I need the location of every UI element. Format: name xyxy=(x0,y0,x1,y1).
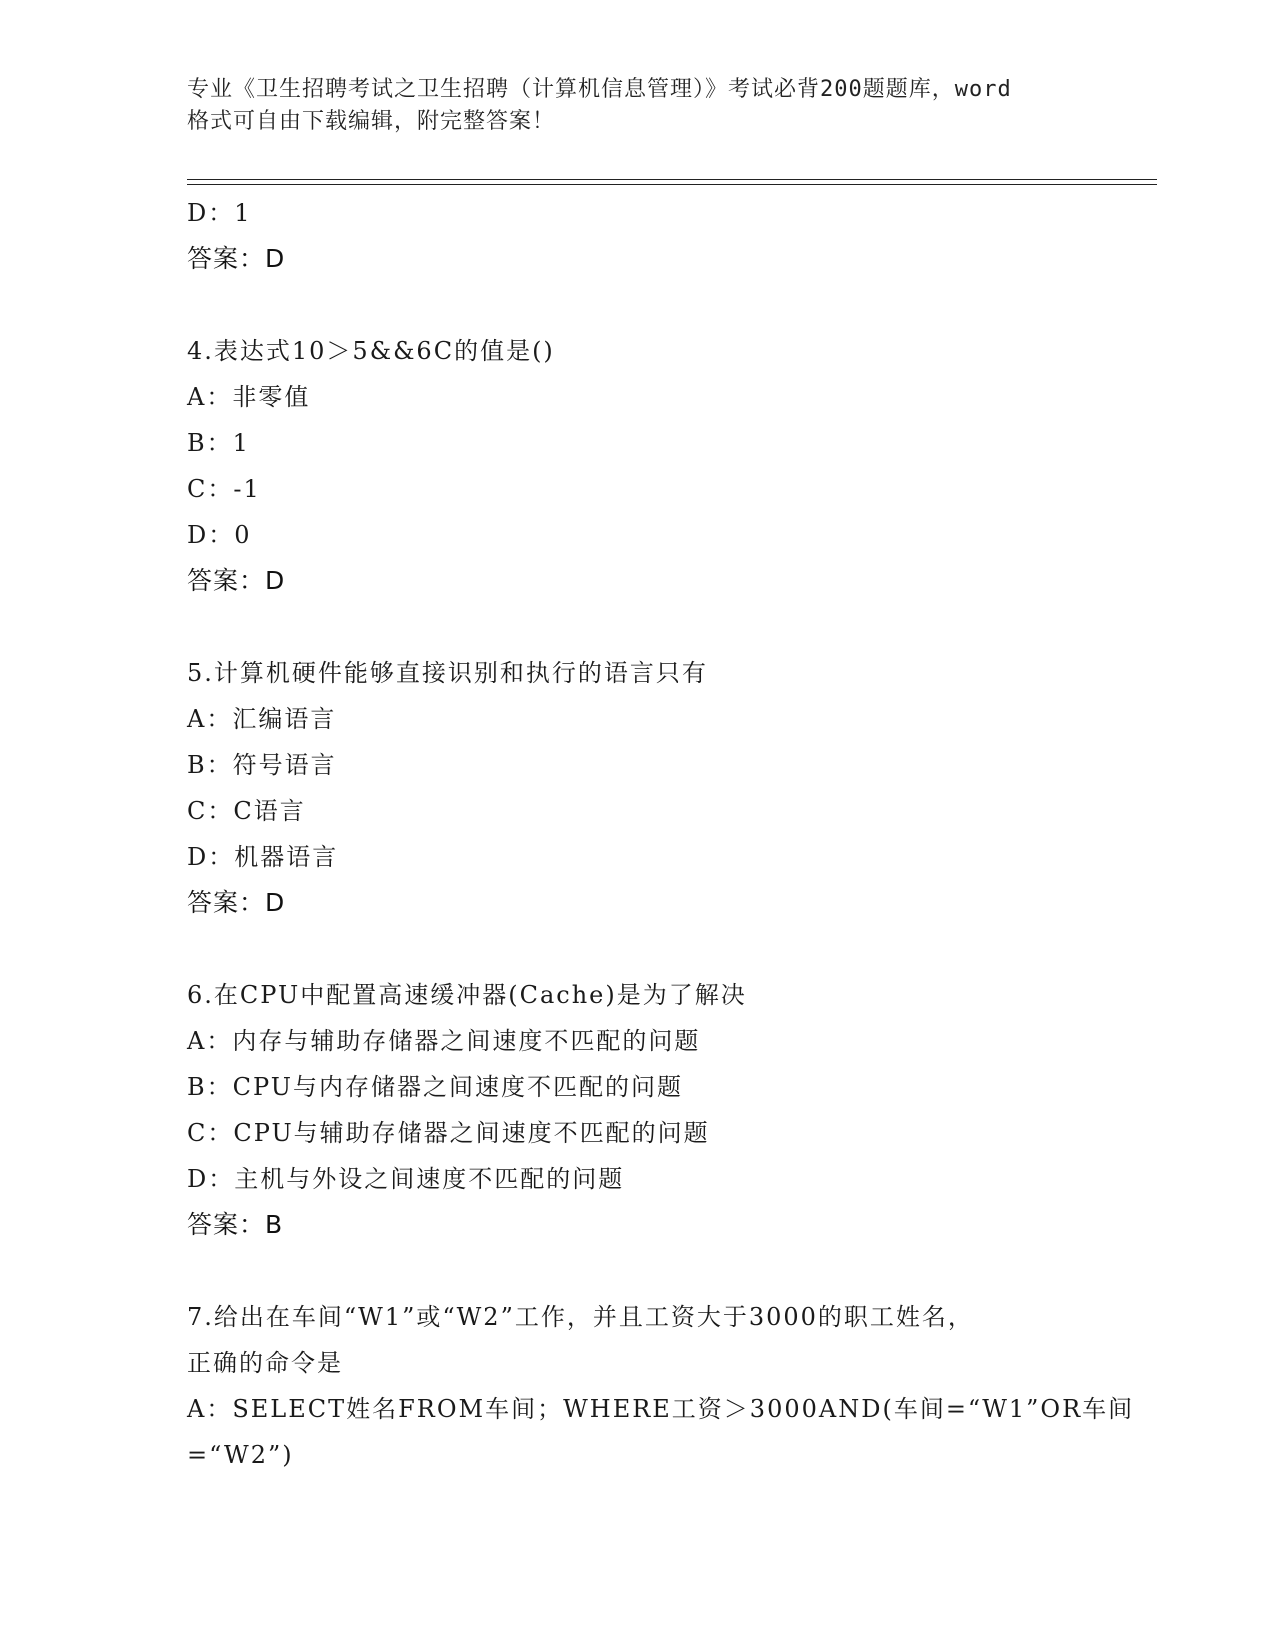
question-stem: 4.表达式10＞5&&6C的值是() xyxy=(187,337,555,365)
option-a: A：内存与辅助存储器之间速度不匹配的问题 xyxy=(187,1027,701,1055)
question-7 xyxy=(187,1294,1147,1478)
option-a: A：非零值 xyxy=(187,383,311,411)
question-3-fragment xyxy=(187,190,1147,282)
spacer xyxy=(187,926,1147,972)
option-d: D：1 xyxy=(187,199,252,227)
spacer xyxy=(187,1248,1147,1294)
question-stem: 6.在CPU中配置高速缓冲器(Cache)是为了解决 xyxy=(187,981,747,1009)
option-c: C：C语言 xyxy=(187,797,306,825)
option-c: C：CPU与辅助存储器之间速度不匹配的问题 xyxy=(187,1119,710,1147)
spacer xyxy=(187,604,1147,650)
spacer xyxy=(187,282,1147,328)
option-b: B：CPU与内存储器之间速度不匹配的问题 xyxy=(187,1073,683,1101)
answer-line: 答案：D xyxy=(187,888,286,917)
option-c: C：-1 xyxy=(187,475,261,503)
question-6 xyxy=(187,972,1147,1248)
option-a: A：汇编语言 xyxy=(187,705,337,733)
question-4 xyxy=(187,328,1147,604)
question-stem-line-2: 正确的命令是 xyxy=(187,1349,343,1377)
header-divider-top xyxy=(187,179,1157,180)
document-header xyxy=(187,74,1087,138)
option-a-line-1: A：SELECT姓名FROM车间；WHERE工资＞3000AND(车间=“W1”OR车间 xyxy=(187,1395,1135,1423)
question-5 xyxy=(187,650,1147,926)
option-a-line-2: =“W2”) xyxy=(187,1441,294,1469)
option-b: B：符号语言 xyxy=(187,751,337,779)
answer-line: 答案：D xyxy=(187,244,286,273)
option-d: D：0 xyxy=(187,521,252,549)
option-d: D：主机与外设之间速度不匹配的问题 xyxy=(187,1165,625,1193)
header-title-line-1: 专业《卫生招聘考试之卫生招聘（计算机信息管理）》考试必背200题题库，word xyxy=(187,77,1012,102)
option-b: B：1 xyxy=(187,429,250,457)
question-stem-line-1: 7.给出在车间“W1”或“W2”工作，并且工资大于3000的职工姓名， xyxy=(187,1303,974,1331)
header-title-line-2: 格式可自由下载编辑，附完整答案！ xyxy=(187,109,556,134)
answer-line: 答案：D xyxy=(187,566,286,595)
option-d: D：机器语言 xyxy=(187,843,339,871)
question-list xyxy=(187,190,1147,1478)
answer-line: 答案：B xyxy=(187,1210,284,1239)
header-divider-bottom xyxy=(187,184,1157,185)
question-stem: 5.计算机硬件能够直接识别和执行的语言只有 xyxy=(187,659,708,687)
